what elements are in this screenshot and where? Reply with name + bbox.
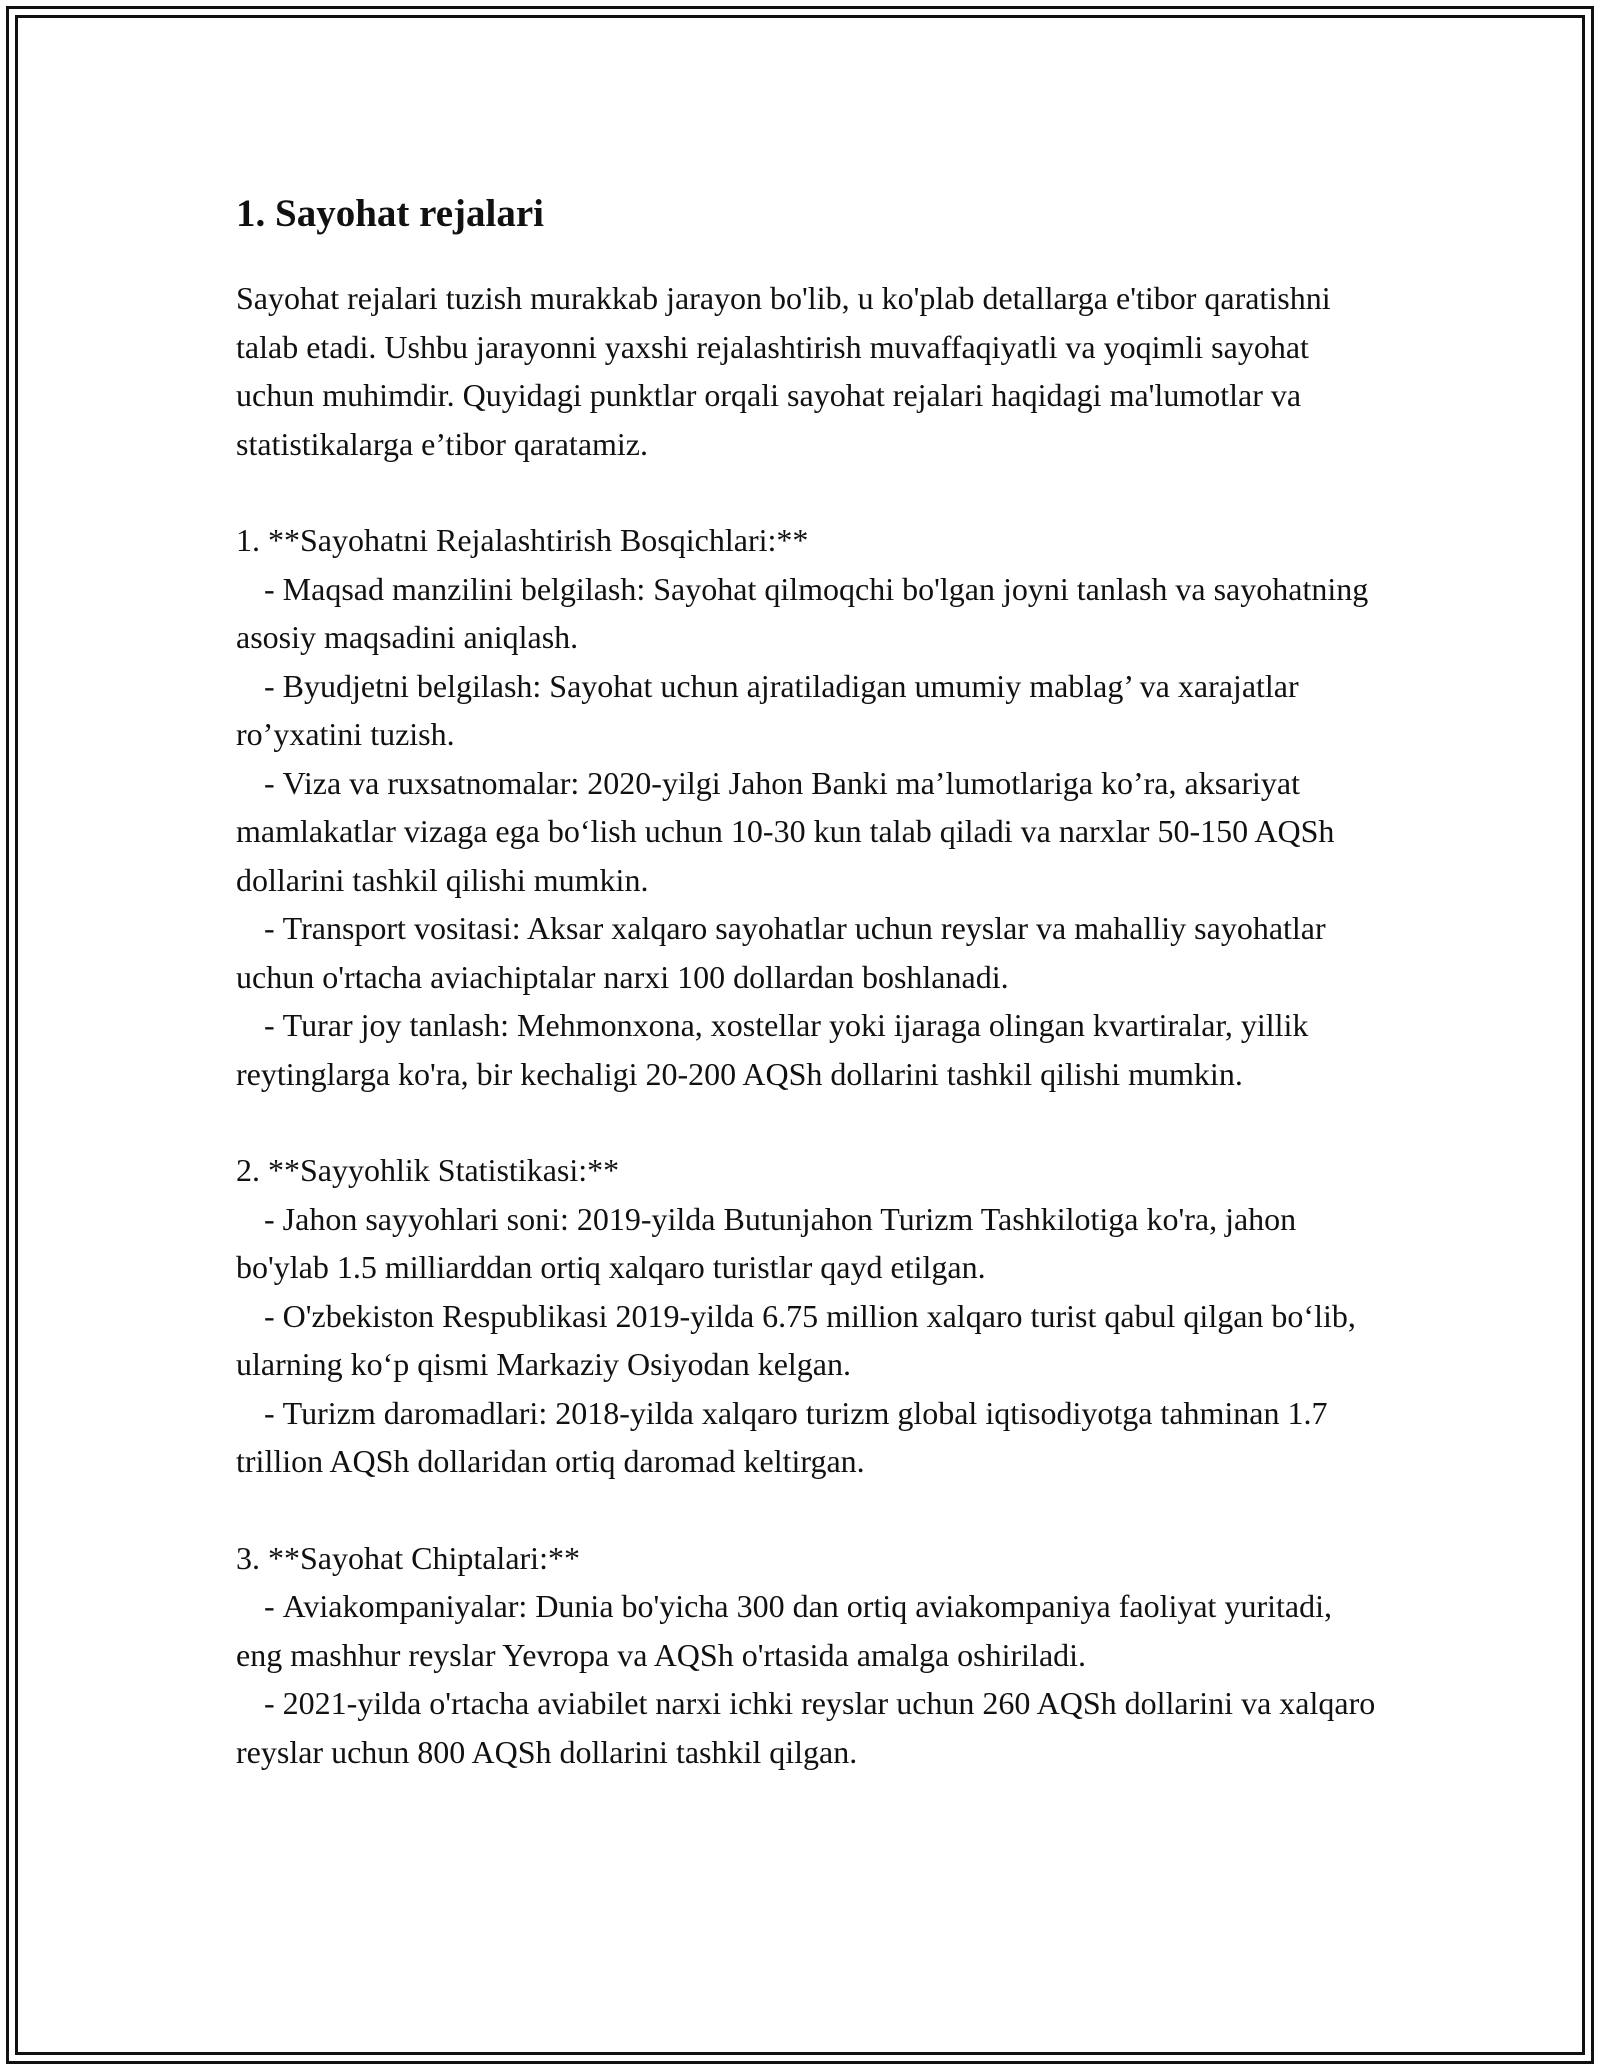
list-item: - Maqsad manzilini belgilash: Sayohat qilmoqchi bo'lgan joyni tanlash va sayohatning asosiy maqsadini aniqlash. [236,570,1369,655]
section-heading: 3. **Sayohat Chiptalari:** [236,1539,580,1576]
page-title: 1. Sayohat rejalari [236,192,545,235]
document-body [236,186,1386,1776]
intro-paragraph: Sayohat rejalari tuzish murakkab jarayon bo'lib, u ko'plab detallarga e'tibor qaratishni talab etadi. Ushbu jarayonni yaxshi rejalashtirish muvaffaqiyatli va yoqimli sayohat uchun muhimdir. Quyidagi punktlar orqali sayohat rejalari haqidagi ma'lumotlar va statistikalarga e’tibor qaratamiz. [236,280,1331,462]
list-item: - 2021-yilda o'rtacha aviabilet narxi ichki reyslar uchun 260 AQSh dollarini va xalqaro reyslar uchun 800 AQSh dollarini tashkil qilgan. [236,1685,1376,1770]
list-item: - Transport vositasi: Aksar xalqaro sayohatlar uchun reyslar va mahalliy sayohatlar uchun o'rtacha aviachiptalar narxi 100 dollardan boshlanadi. [236,910,1326,995]
section-planning-steps [236,516,1386,1098]
section-heading: 2. **Sayyohlik Statistikasi:** [236,1152,620,1188]
list-item: - Viza va ruxsatnomalar: 2020-yilgi Jahon Banki ma’lumotlariga ko’ra, aksariyat mamlakatlar vizaga ega bo‘lish uchun 10-30 kun talab qiladi va narxlar 50-150 AQSh dollarini tashkil qilishi mumkin. [236,764,1335,898]
list-item: - Turar joy tanlash: Mehmonxona, xostellar yoki ijaraga olingan kvartiralar, yillik reytinglarga ko'ra, bir kechaligi 20-200 AQSh dollarini tashkil qilishi mumkin. [236,1007,1309,1092]
list-item: - Turizm daromadlari: 2018-yilda xalqaro turizm global iqtisodiyotga tahminan 1.7 trillion AQSh dollaridan ortiq daromad keltirgan. [236,1394,1328,1479]
list-item: - O'zbekiston Respublikasi 2019-yilda 6.75 million xalqaro turist qabul qilgan bo‘lib, ularning ko‘p qismi Markaziy Osiyodan kelgan. [236,1297,1356,1382]
list-item: - Aviakompaniyalar: Dunia bo'yicha 300 dan ortiq aviakompaniya faoliyat yuritadi, eng mashhur reyslar Yevropa va AQSh o'rtasida amalga oshiriladi. [236,1588,1332,1673]
list-item: - Byudjetni belgilash: Sayohat uchun ajratiladigan umumiy mablag’ va xarajatlar ro’yxatini tuzish. [236,667,1299,752]
section-travel-tickets [236,1534,1386,1777]
list-item: - Jahon sayyohlari soni: 2019-yilda Butunjahon Turizm Tashkilotiga ko'ra, jahon bo'ylab 1.5 milliarddan ortiq xalqaro turistlar qayd etilgan. [236,1200,1297,1285]
section-tourism-statistics [236,1146,1386,1486]
section-heading: 1. **Sayohatni Rejalashtirish Bosqichlari:** [236,522,809,558]
